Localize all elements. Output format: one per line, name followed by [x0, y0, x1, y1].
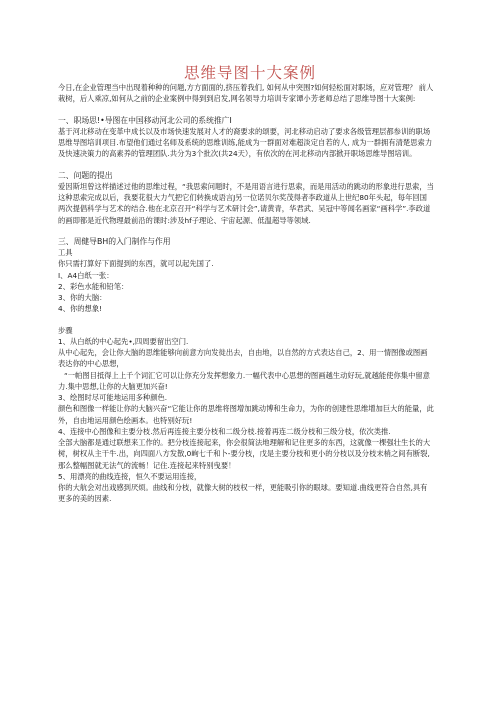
tool-item: I、A4白纸一张：: [58, 270, 114, 280]
step-paragraph: 4、连接中心图像和主要分枝.然后再连接主要分枝和二级分枝.接着再连二级分枝和三级分枝，依次类推.: [58, 426, 391, 436]
step-paragraph: 从中心起先，会让你大脑的思维能够向前意方向发徙出去，自由地，以自然的方式表达自己，2、用一情图像或图画表达你的中心思想，: [58, 348, 428, 369]
tools-intro: 你只需打算好下面提到的东西，就可以起先国了.: [58, 259, 214, 269]
document-body: [58, 82, 434, 505]
tool-item: 2、彩色水能和铅笔：: [58, 281, 129, 291]
step-paragraph: 5、用漂亮的曲线连接，恒久不要运用连接，: [58, 471, 202, 481]
step-paragraph: 1、从白纸的中心起先•,四周要留出空门.: [58, 336, 189, 346]
document-title: 思维导图十大案例: [183, 64, 316, 82]
steps-label: 步骤: [58, 325, 73, 335]
section-2-body: 爱因斯坦曾这样描述过他的思维过程，“我思索问题时，不是用语言进行思索，而是用活动的跳动的形象进行思索，当这种思索完成以后，我要花很大力气把它们转换成语言J另一位诺贝尔奖茂得者李政道从上世纪80年头起，每年回国两次提倡科学与艺术的结合.他在北京召开“科学与艺术研讨会”,请黄青，华君武、吴冠中等闻名画家“画科学”.李政道的画即都是近代物理最前沿的课时:涉及hf子理论、宇宙起源、低温超导等领域.: [58, 181, 434, 225]
step-paragraph: “一帕图目抵得上上千个词汇它可以让你充分发挥想象力.一幅代表中心思想的图画越生动好玩,就越能使你集中留意力.集中思想,让你的大脑更加兴奋!: [58, 370, 430, 391]
tool-item: 4、你的想象!: [58, 304, 103, 314]
step-paragraph: 全部大脑都是通过联想来工作的。把分枝连接起来，你会很简法地理解和记住更多的东西，这就像一棵强壮生长的大树，树权从主干牛.出，向四面八方发散,0峋七千和卜-要分枝，戊是主要分枝和更小的分枝以及分枝末梢之间有断裂,那么整幅图就无法气的流畅！记住.连接起来特别曳要！: [58, 438, 431, 470]
tools-label: 工具: [58, 248, 73, 257]
section-1-heading: 一、职场思!•导图在中国移动河北公司的系统推广I: [58, 115, 232, 125]
step-paragraph: 颜色和图像一样能让你的大脑兴奋“它能让你的思维将图增加跳动博和生命力，为你的创建性思维增加巨大的能量，此外，自由地运用颜色绘画本。也特别好玩!: [58, 404, 434, 425]
step-paragraph: 3、绘图时尽可能地运用多种颜色.: [58, 393, 168, 402]
intro-paragraph: 今日,在企业管理当中出现着种种的问题,方方面面的,挤压着我们, 如何从中突围?如何轻松面对职场，应对管理？ 前人栽树，后人乘凉,如何从之前的企业案例中得到到启发,网名领导力培训专家谭小芳老师总结了思维导图十大案例:: [58, 83, 434, 104]
tool-item: 3、你的大脑：: [58, 293, 107, 302]
section-1-body: 基于河北移动在变革中成长以及市场快速发展对人才的裔要求的颂要，河北移动启动了要求各级管理层都参训的职场思维导图培训项目.布望他们通过名师及系统的思维训练,能成为一群面对难超淡定自若的人, 成为一群拥有清楚思索力及快速决策力的高素养的管理团队.共分为3个批次(共24天），有依次的在河北移动内部掀开职场思维导图培训。: [58, 126, 433, 159]
section-2-heading: 二、问题的提出: [58, 170, 113, 180]
section-3-heading: 三、周健导BH的入门制作与作用: [58, 236, 171, 246]
step-paragraph: 你的大航会对出戏感到厌烦。曲线和分枝，就像大树的枝权一样，更能吸引你的眼球。要知道.曲线更符合自然,具有更多的美的因素.: [58, 483, 428, 504]
